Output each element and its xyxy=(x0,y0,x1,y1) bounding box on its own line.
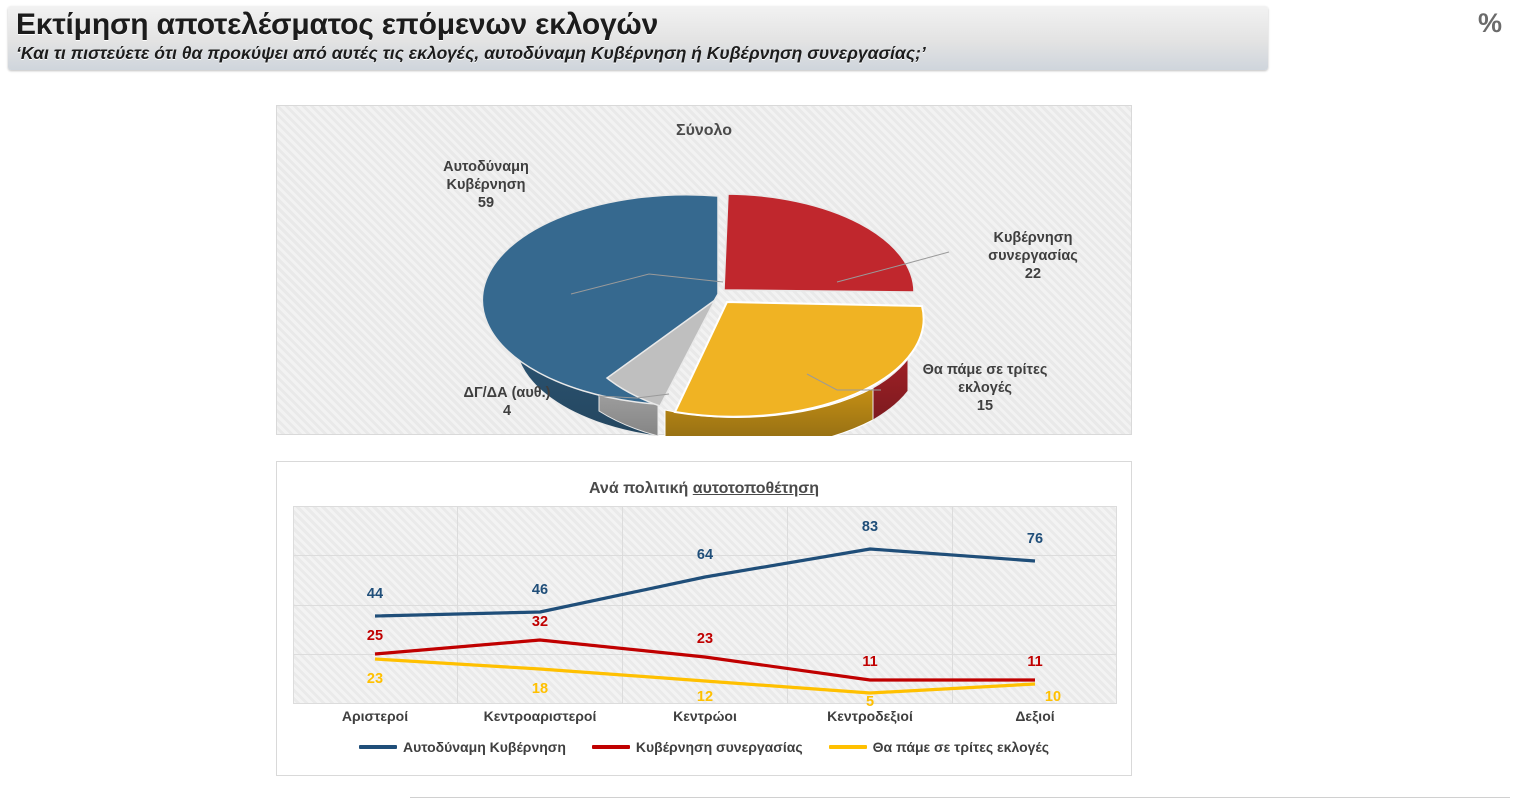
data-label-blue-3: 83 xyxy=(861,519,879,535)
line-chart-title-part2: αυτοτοποθέτηση xyxy=(692,480,820,497)
title-block xyxy=(8,6,1268,70)
pie-label-kyvernisi-synergasias xyxy=(953,229,1113,283)
pie-value-dgda: 4 xyxy=(502,403,512,420)
footer-divider xyxy=(410,797,1510,798)
page-title: Εκτίμηση αποτελέσματος επόμενων εκλογών xyxy=(16,8,659,41)
data-label-blue-4: 76 xyxy=(1026,531,1044,547)
legend-item-autodinami[interactable] xyxy=(359,739,566,755)
line-chart-title-part1: Ανά πολιτική xyxy=(588,480,693,497)
pie-value-synergasias: 22 xyxy=(1024,266,1042,283)
percent-symbol: % xyxy=(1477,8,1502,38)
pie-label-line1: Κυβέρνηση xyxy=(993,230,1073,246)
pie-label-dgda xyxy=(417,384,597,420)
pie-chart-title: Σύνολο xyxy=(675,122,733,139)
pie-label-line1: ΔΓ/ΔΑ (αυθ.) xyxy=(463,385,551,401)
legend-label-synergasias: Κυβέρνηση συνεργασίας xyxy=(635,739,803,755)
pie-label-autodinami-kyvernisi xyxy=(401,158,571,212)
data-label-red-0: 25 xyxy=(366,628,384,644)
data-label-yellow-3: 5 xyxy=(865,694,875,710)
pie-label-line2: συνεργασίας xyxy=(988,248,1078,265)
legend-label-trites: Θα πάμε σε τρίτες εκλογές xyxy=(872,739,1050,755)
page-subtitle: ‘Και τι πιστεύετε ότι θα προκύψει από αυτές τις εκλογές, αυτοδύναμη Κυβέρνηση ή Κυβέρνηση συνεργασίας;’ xyxy=(16,42,926,63)
data-label-red-2: 23 xyxy=(696,631,714,647)
legend-swatch-yellow xyxy=(829,745,867,749)
x-tick-0: Αριστεροί xyxy=(341,708,409,724)
legend-item-trites[interactable] xyxy=(829,739,1049,755)
pie-label-trites-ekloges xyxy=(885,361,1085,415)
slide-header xyxy=(0,0,1516,84)
x-tick-2: Κεντρώοι xyxy=(673,708,737,724)
legend-item-synergasias[interactable] xyxy=(592,739,803,755)
x-tick-4: Δεξιοί xyxy=(1015,708,1055,724)
data-label-yellow-2: 12 xyxy=(696,689,714,705)
data-label-yellow-1: 18 xyxy=(531,681,549,697)
pie-value-autodinami: 59 xyxy=(477,195,495,212)
pie-label-line2: Κυβέρνηση xyxy=(446,177,526,194)
line-chart-legend xyxy=(277,739,1131,755)
line-chart-panel xyxy=(276,461,1132,776)
data-label-red-1: 32 xyxy=(531,614,549,630)
data-label-blue-1: 46 xyxy=(531,582,549,598)
data-label-blue-2: 64 xyxy=(696,547,714,563)
pie-value-trites: 15 xyxy=(976,398,994,415)
legend-swatch-red xyxy=(592,745,630,749)
line-chart-plot-area xyxy=(293,506,1117,710)
pie-label-line1: Θα πάμε σε τρίτες xyxy=(922,362,1048,378)
x-tick-3: Κεντροδεξιοί xyxy=(827,708,913,724)
x-tick-1: Κεντροαριστεροί xyxy=(483,708,597,724)
line-chart-title xyxy=(277,480,1131,498)
legend-swatch-blue xyxy=(359,745,397,749)
data-label-yellow-4: 10 xyxy=(1044,689,1062,705)
line-chart-x-axis xyxy=(293,708,1117,730)
data-label-red-3: 11 xyxy=(862,654,878,670)
data-label-red-4: 11 xyxy=(1027,654,1043,670)
pie-label-line2: εκλογές xyxy=(958,380,1012,397)
data-label-blue-0: 44 xyxy=(366,586,384,602)
pie-chart-panel xyxy=(276,105,1132,435)
line-chart-series xyxy=(293,506,1117,704)
legend-label-autodinami: Αυτοδύναμη Κυβέρνηση xyxy=(402,739,566,755)
data-label-yellow-0: 23 xyxy=(366,671,384,687)
pie-label-line1: Αυτοδύναμη xyxy=(443,159,529,175)
